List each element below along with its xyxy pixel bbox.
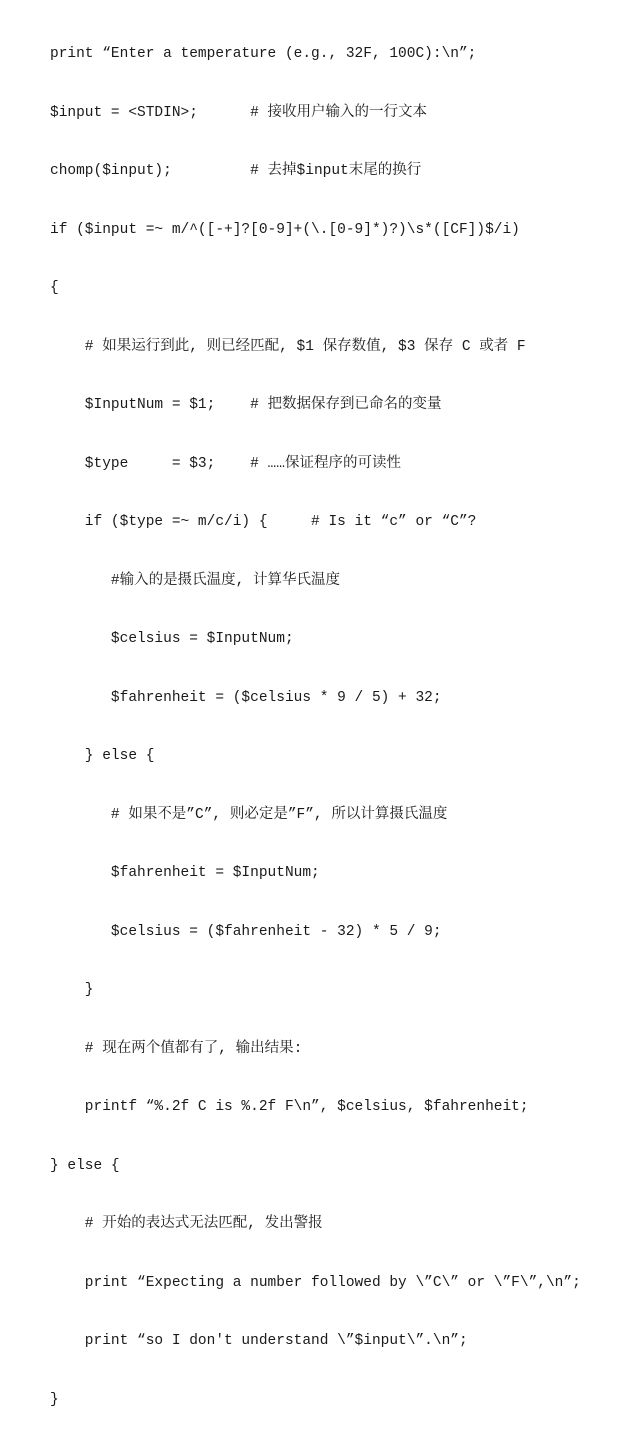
code-line: $celsius = ($fahrenheit - 32) * 5 / 9; [50,923,442,940]
code-line: } else { [50,748,155,764]
code-line: chomp($input); # 去掉$input末尾的换行 [50,163,422,179]
code-line: $input = <STDIN>; # 接收用户输入的一行文本 [50,104,428,121]
code-line: $fahrenheit = ($celsius * 9 / 5) + 32; [50,689,442,706]
code-listing [50,6,581,1430]
code-line: $celsius = $InputNum; [50,631,294,647]
code-line: $InputNum = $1; # 把数据保存到已命名的变量 [50,397,442,413]
code-line: #输入的是摄氏温度, 计算华氏温度 [50,572,341,589]
code-line: { [50,280,59,296]
code-line: print “Enter a temperature (e.g., 32F, 100C):\n”; [50,46,477,62]
code-line: $fahrenheit = $InputNum; [50,865,320,881]
code-line: if ($input =~ m/^([-+]?[0-9]+(\.[0-9]*)?)\s*([CF])$/i) [50,221,520,238]
code-line: # 现在两个值都有了, 输出结果: [50,1040,303,1057]
code-line: print “Expecting a number followed by \”C\” or \”F\”,\n”; [50,1274,581,1291]
code-line: } else { [50,1157,120,1174]
code-line: # 如果运行到此, 则已经匹配, $1 保存数值, $3 保存 C 或者 F [50,338,526,355]
code-line: # 开始的表达式无法匹配, 发出警报 [50,1216,323,1232]
code-line: # 如果不是”C”, 则必定是”F”, 所以计算摄氏温度 [50,806,448,823]
code-line: } [50,1391,59,1408]
code-line: } [50,982,94,998]
code-line: $type = $3; # ……保证程序的可读性 [50,455,401,472]
code-line: print “so I don't understand \”$input\”.\n”; [50,1333,468,1349]
code-line: printf “%.2f C is %.2f F\n”, $celsius, $fahrenheit; [50,1099,529,1115]
code-line: if ($type =~ m/c/i) { # Is it “c” or “C”? [50,514,477,530]
